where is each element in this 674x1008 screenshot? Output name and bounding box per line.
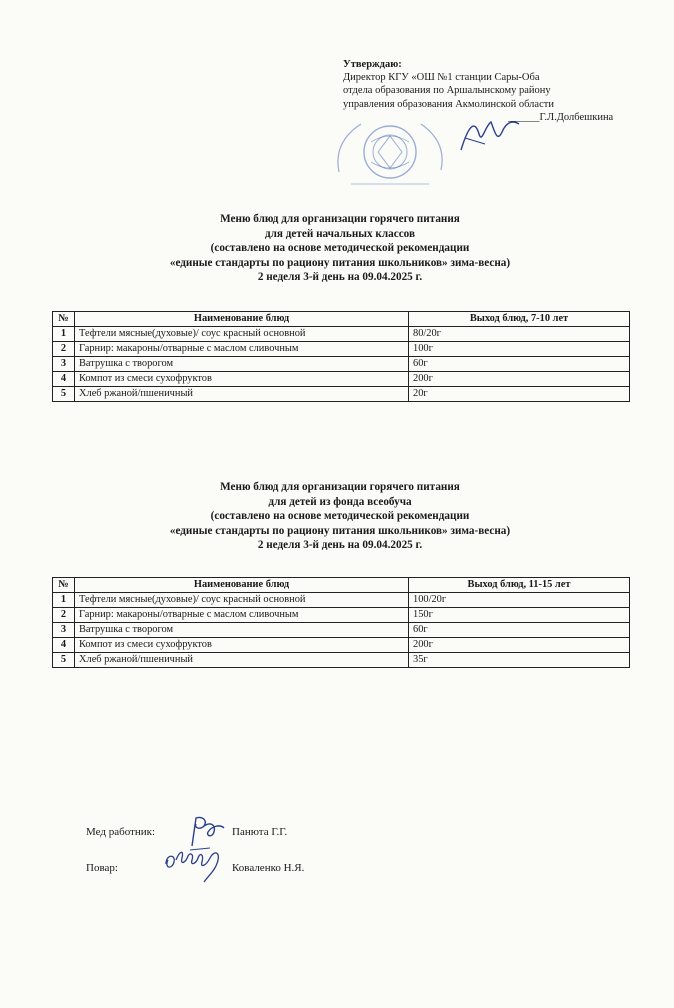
row-dish: Гарнир: макароны/отварные с маслом сливочным [75, 608, 409, 623]
row-num: 3 [53, 357, 75, 372]
menu2-title-line: «единые стандарты по рациону питания школьников» зима-весна) [169, 524, 511, 537]
medic-role: Мед работник: [86, 826, 156, 838]
table-row [53, 372, 630, 387]
table-row [53, 623, 630, 638]
row-dish: Компот из смеси сухофруктов [75, 638, 409, 653]
approval-heading: Утверждаю: [343, 59, 402, 70]
menu2-title-line: для детей из фонда всеобуча [268, 495, 412, 508]
row-dish: Хлеб ржаной/пшеничный [75, 387, 409, 402]
menu1-title-line: «единые стандарты по рациону питания школьников» зима-весна) [169, 256, 511, 269]
header-num: № [53, 312, 75, 327]
header-yield: Выход блюд, 7-10 лет [409, 312, 630, 327]
row-dish: Ватрушка с творогом [75, 357, 409, 372]
menu2-table [52, 577, 630, 668]
table-row [53, 387, 630, 402]
row-num: 3 [53, 623, 75, 638]
table-row [53, 608, 630, 623]
row-num: 1 [53, 327, 75, 342]
menu1-title-line: Меню блюд для организации горячего питания [220, 213, 460, 225]
row-dish: Компот из смеси сухофруктов [75, 372, 409, 387]
cook-signature-icon [160, 842, 232, 886]
row-dish: Ватрушка с творогом [75, 623, 409, 638]
stamp-icon [331, 112, 449, 192]
table-row [53, 653, 630, 668]
row-dish: Тефтели мясные(духовые)/ соус красный основной [75, 327, 409, 342]
table-row [53, 327, 630, 342]
menu1-title [40, 212, 640, 285]
menu1-title-line: 2 неделя 3-й день на 09.04.2025 г. [257, 271, 423, 284]
row-num: 1 [53, 593, 75, 608]
header-yield: Выход блюд, 11-15 лет [409, 578, 630, 593]
table-row [53, 342, 630, 357]
cook-signature-row [86, 862, 305, 874]
menu1-table [52, 311, 630, 402]
menu2-title-line: Меню блюд для организации горячего питания [220, 481, 460, 493]
row-yield: 60г [409, 357, 630, 372]
row-yield: 60г [409, 623, 630, 638]
header-dish: Наименование блюд [75, 312, 409, 327]
table-row [53, 357, 630, 372]
row-dish: Гарнир: макароны/отварные с маслом сливочным [75, 342, 409, 357]
approval-line: управления образования Акмолинской области [343, 98, 554, 110]
header-dish: Наименование блюд [75, 578, 409, 593]
medic-signature-row [86, 826, 288, 838]
header-num: № [53, 578, 75, 593]
row-num: 4 [53, 638, 75, 653]
row-num: 2 [53, 608, 75, 623]
table-header-row [53, 312, 630, 327]
row-num: 5 [53, 387, 75, 402]
table-row [53, 593, 630, 608]
row-yield: 150г [409, 608, 630, 623]
row-yield: 80/20г [409, 327, 630, 342]
row-num: 2 [53, 342, 75, 357]
director-name: ______Г.Л.Долбешкина [508, 111, 614, 123]
row-yield: 200г [409, 638, 630, 653]
row-dish: Хлеб ржаной/пшеничный [75, 653, 409, 668]
table-header-row [53, 578, 630, 593]
approval-line: отдела образования по Аршалынскому району [343, 85, 551, 97]
cook-role: Повар: [86, 862, 118, 874]
menu2-title-line: (составлено на основе методической рекомендации [210, 510, 470, 523]
menu1-title-line: для детей начальных классов [264, 227, 416, 240]
row-num: 5 [53, 653, 75, 668]
row-num: 4 [53, 372, 75, 387]
row-yield: 35г [409, 653, 630, 668]
row-yield: 200г [409, 372, 630, 387]
menu2-title-line: 2 неделя 3-й день на 09.04.2025 г. [257, 539, 423, 552]
row-yield: 100г [409, 342, 630, 357]
cook-name: Коваленко Н.Я. [232, 862, 305, 874]
director-signature-icon [455, 114, 525, 156]
row-dish: Тефтели мясные(духовые)/ соус красный основной [75, 593, 409, 608]
menu2-title [40, 480, 640, 553]
table-row [53, 638, 630, 653]
medic-name: Панюта Г.Г. [232, 826, 288, 838]
menu1-title-line: (составлено на основе методической рекомендации [210, 242, 470, 255]
row-yield: 100/20г [409, 593, 630, 608]
row-yield: 20г [409, 387, 630, 402]
approval-line: Директор КГУ «ОШ №1 станции Сары-Оба [343, 72, 540, 84]
